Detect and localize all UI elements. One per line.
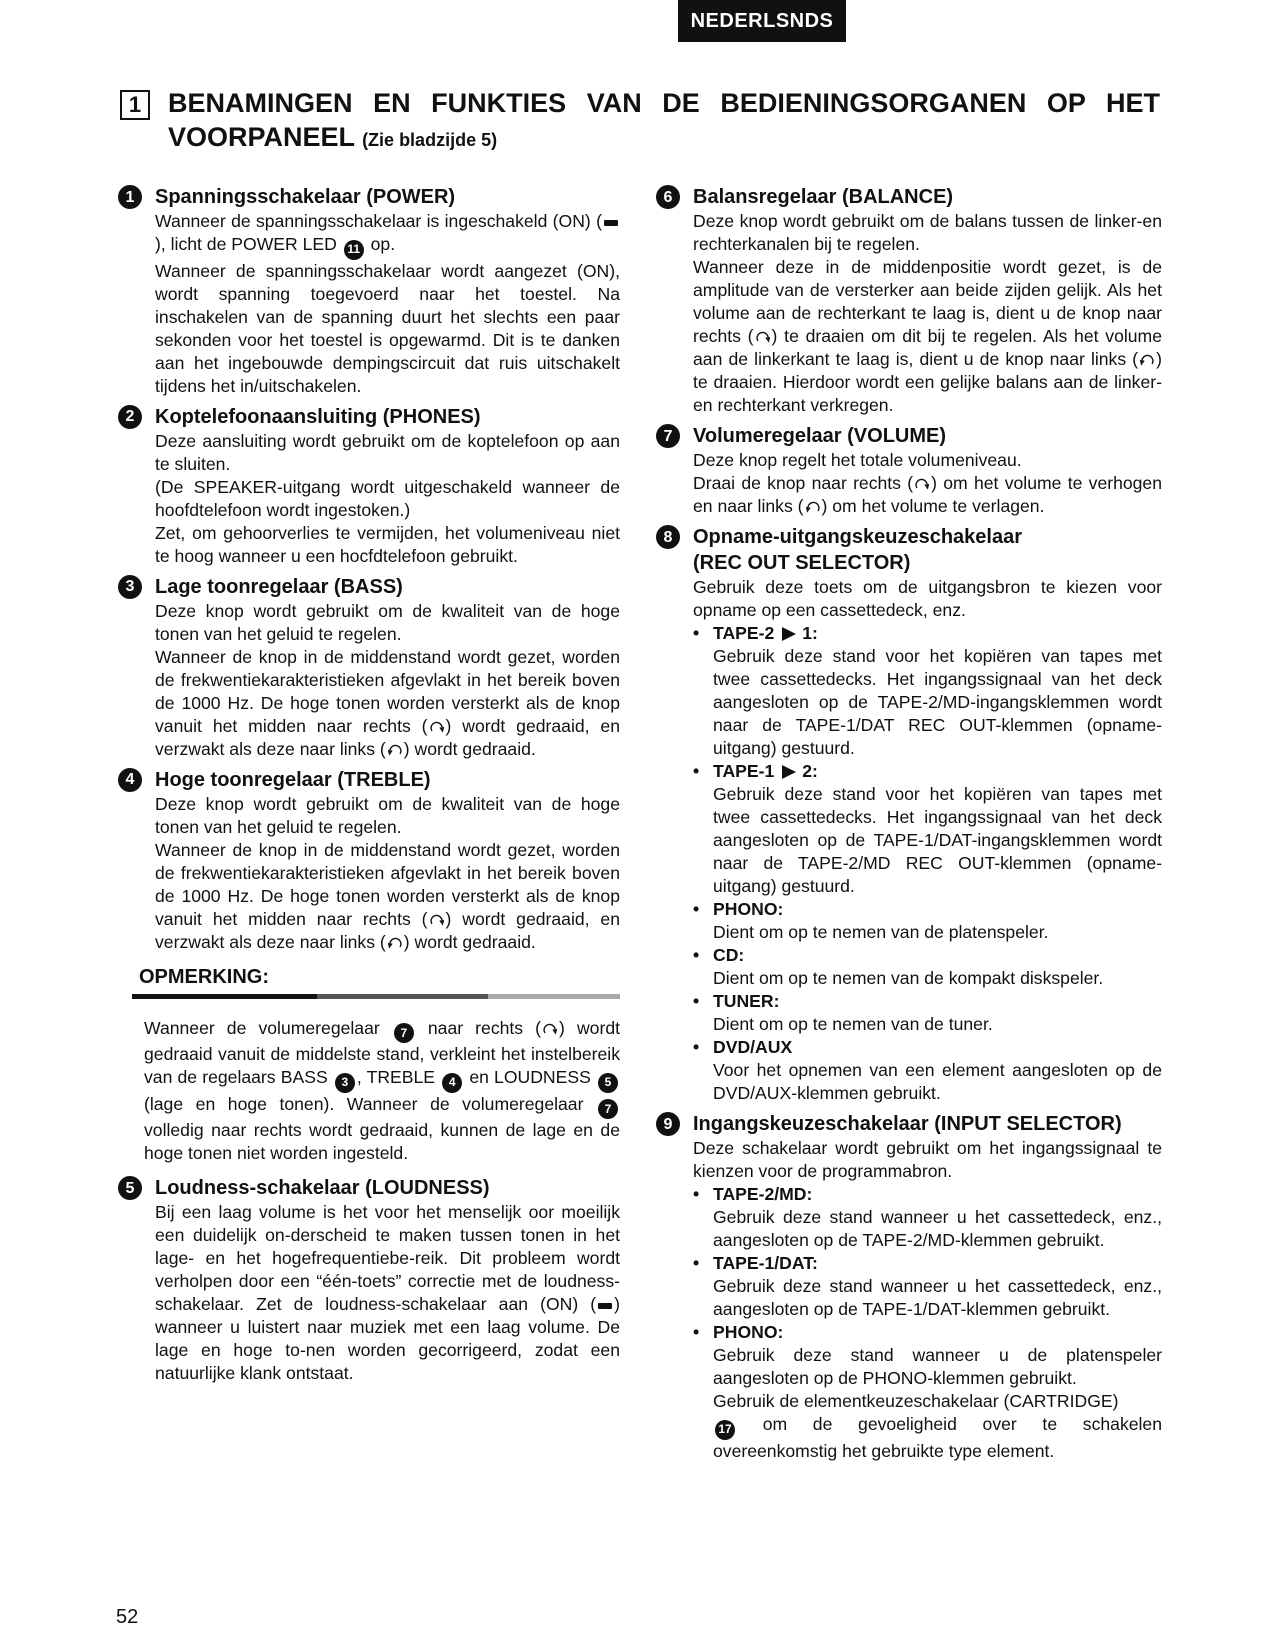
- item-title: Volumeregelaar (VOLUME): [693, 425, 947, 447]
- option-list: [693, 1183, 1162, 1463]
- knob-clockwise-icon: [543, 1023, 557, 1035]
- list-item: [713, 1252, 1162, 1321]
- text-fragment: TAPE-2: [713, 623, 775, 643]
- text-fragment: ) wordt gedraaid, en verzwakt als deze naar links (: [155, 715, 620, 759]
- text-fragment: Draai de knop naar rechts (: [693, 473, 914, 493]
- item-input-selector: [656, 1111, 1162, 1463]
- text-fragment: en LOUDNESS: [469, 1067, 591, 1087]
- note-divider: [132, 994, 620, 999]
- text-fragment: Wanneer de knop in de middenstand wordt gezet, worden de frekwentiekarakteristieken afgevlakt in het bereik boven de 1000 Hz. De hoge tonen worden versterkt als de knop vanuit het midden naar rechts (: [155, 839, 620, 929]
- item-text: Deze knop wordt gebruikt om de balans tussen de linker-en rechterkanalen bij te regelen.: [693, 211, 1162, 254]
- item-number-badge: 3: [118, 575, 142, 599]
- text-fragment: 1:: [802, 623, 818, 643]
- option-label: • TUNER:: [713, 991, 780, 1011]
- knob-counterclockwise-icon: [806, 501, 820, 513]
- list-item: [713, 990, 1162, 1036]
- reference-badge: 5: [598, 1073, 618, 1093]
- item-title: Spanningsschakelaar (POWER): [155, 186, 456, 208]
- option-text: Dient om op te nemen van de tuner.: [713, 1014, 993, 1034]
- section-heading: [120, 86, 1160, 157]
- option-label: • CD:: [713, 945, 745, 965]
- text-fragment: Wanneer de volumeregelaar: [144, 1017, 380, 1038]
- switch-on-icon: [598, 1303, 612, 1309]
- item-text: [155, 646, 620, 761]
- section-title-note: (Zie bladzijde 5): [362, 130, 498, 150]
- text-fragment: Wanneer deze in de middenpositie wordt gezet, is de amplitude van de versterker aan beide zijden gelijk. Als het volume aan de rechterkant te laag is, dient u de knop naar rechts (: [693, 257, 1162, 346]
- option-text: Gebruik deze stand wanneer u de platenspeler aangesloten op de PHONO-klemmen gebruikt.: [713, 1345, 1162, 1388]
- left-column: [118, 184, 620, 1391]
- language-tab: NEDERLSNDS: [678, 0, 846, 42]
- item-title: Koptelefoonaansluiting (PHONES): [155, 405, 481, 428]
- item-rec-out-selector: [656, 524, 1162, 1105]
- text-fragment: ) om het volume te verhogen en naar links (: [693, 473, 1163, 516]
- page-number: 52: [116, 1606, 139, 1628]
- option-text: Voor het opnemen van een element aangesloten op de DVD/AUX-klemmen gebruikt.: [713, 1060, 1162, 1103]
- item-title: [693, 524, 1162, 576]
- item-text: Zet, om gehoorverlies te vermijden, het volumeniveau niet te hoog wanneer u een hocfdtelefoon gebruikt.: [155, 522, 620, 566]
- text-fragment: om de gevoeligheid over te schakelen overeenkomstig het gebruikte type element.: [713, 1414, 1163, 1461]
- option-text: [713, 1413, 1162, 1463]
- text-fragment: ) wordt gedraaid.: [403, 738, 536, 759]
- knob-clockwise-icon: [756, 331, 770, 343]
- item-number-badge: 8: [656, 525, 680, 549]
- knob-clockwise-icon: [430, 914, 444, 926]
- section-number: 1: [120, 90, 150, 120]
- section-title: [168, 86, 1160, 157]
- list-item: [713, 944, 1162, 990]
- list-item: [713, 622, 1162, 760]
- text-fragment: ) wordt gedraaid, en verzwakt als deze naar links (: [155, 908, 620, 952]
- reference-badge: 4: [442, 1073, 462, 1093]
- option-text: Gebruik deze stand wanneer u het cassettedeck, enz., aangesloten op de TAPE-1/DAT-klemmen gebruikt.: [713, 1276, 1162, 1319]
- item-title: Balansregelaar (BALANCE): [693, 186, 954, 208]
- reference-badge: 11: [344, 240, 364, 260]
- item-phones: [118, 404, 620, 568]
- item-bass: [118, 574, 620, 761]
- item-text: [155, 1201, 620, 1385]
- text-fragment: TAPE-1: [713, 761, 775, 781]
- list-item: [713, 1183, 1162, 1252]
- item-title: Ingangskeuzeschakelaar (INPUT SELECTOR): [693, 1113, 1122, 1135]
- note-text: [132, 999, 620, 1166]
- text-fragment: ) om het volume te verlagen.: [821, 496, 1045, 516]
- list-item: [713, 1036, 1162, 1105]
- text-fragment: Wanneer de knop in de middenstand wordt gezet, worden de frekwentiekarakteristieken afgevlakt in het bereik boven de 1000 Hz. De hoge tonen worden versterkt als de knop vanuit het midden naar rechts (: [155, 646, 620, 736]
- item-number-badge: 7: [656, 424, 680, 448]
- option-text: Gebruik deze stand voor het kopiëren van tapes met twee cassettedecks. Het ingangssignaal van het deck aangesloten op de TAPE-1/DAT-ingangsklemmen wordt naar de TAPE-2/MD REC OUT-klemmen (opname-uitgang) gestuurd.: [713, 784, 1162, 896]
- text-fragment: ) wanneer u luistert naar muziek met een laag volume. De lage en hoge to-nen worden gecorrigeerd, zodat een natuurlijke klank ontstaat.: [155, 1294, 620, 1383]
- item-number-badge: 2: [118, 405, 142, 429]
- item-text: [693, 472, 1162, 518]
- text-fragment: Bij een laag volume is het voor het menselijk oor moeilijk een duidelijk on-derscheid te maken tussen tonen in het lage- en het hogefrequentiebe-reik. Dit probleem wordt verholpen door een “één-toets” correctie met de loudness-schakelaar. Zet de loudness-schakelaar aan (ON) (: [155, 1202, 620, 1314]
- note-title: OPMERKING:: [139, 965, 269, 988]
- reference-badge: 7: [394, 1023, 414, 1043]
- text-fragment: ) te draaien. Hierdoor wordt een gelijke balans aan de linker-en rechterkant verkregen.: [693, 349, 1162, 415]
- text-fragment: , TREBLE: [356, 1067, 436, 1087]
- option-label: • TAPE-2/MD:: [713, 1184, 813, 1204]
- note-bar-light: [488, 994, 620, 999]
- option-list: [693, 622, 1162, 1105]
- item-text: Deze schakelaar wordt gebruikt om het ingangssignaal te kienzen voor de programmabron.: [693, 1138, 1162, 1181]
- option-label: [713, 622, 1162, 645]
- item-text: Gebruik deze toets om de uitgangsbron te kiezen voor opname op een cassettedeck, enz.: [693, 577, 1162, 620]
- item-title: Loudness-schakelaar (LOUDNESS): [155, 1177, 490, 1199]
- text-fragment: op.: [370, 234, 396, 254]
- option-text: Gebruik deze stand wanneer u het cassettedeck, enz., aangesloten op de TAPE-2/MD-klemmen gebruikt.: [713, 1207, 1162, 1250]
- item-text: (De SPEAKER-uitgang wordt uitgeschakeld wanneer de hoofdtelefoon wordt ingestoken.): [155, 476, 620, 520]
- section-title-line2: VOORPANEEL: [168, 122, 355, 152]
- option-text: Gebruik deze stand voor het kopiëren van tapes met twee cassettedecks. Het ingangssignaal van het deck aangesloten op de TAPE-2/MD-ingangsklemmen wordt naar de TAPE-1/DAT REC OUT-klemmen (opname-uitgang) gestuurd.: [713, 646, 1162, 758]
- switch-on-icon: [604, 220, 618, 226]
- right-column: [656, 184, 1162, 1469]
- item-loudness: [118, 1175, 620, 1385]
- knob-counterclockwise-icon: [388, 937, 402, 949]
- option-label: • PHONO:: [713, 1322, 784, 1342]
- item-number-badge: 5: [118, 1176, 142, 1200]
- list-item: [713, 898, 1162, 944]
- item-power: [118, 184, 620, 398]
- item-volume: [656, 423, 1162, 518]
- text-fragment: ) te draaien om dit bij te regelen. Als het volume aan de linkerkant te laag is, dient u de knop naar links (: [693, 326, 1162, 369]
- item-text: [155, 210, 620, 260]
- item-text: Deze knop regelt het totale volumeniveau.: [693, 450, 1022, 470]
- list-item: [713, 1321, 1162, 1463]
- text-fragment: ) wordt gedraaid.: [403, 931, 536, 952]
- knob-counterclockwise-icon: [1140, 354, 1154, 366]
- text-fragment: ) wordt gedraaid vanuit de middelste stand, verkleint het instelbereik van de regelaars BASS: [144, 1017, 620, 1087]
- knob-clockwise-icon: [430, 721, 444, 733]
- item-title: Hoge toonregelaar (TREBLE): [155, 768, 431, 791]
- arrow-right-icon: [782, 765, 796, 779]
- item-text: Deze aansluiting wordt gebruikt om de koptelefoon op aan te sluiten.: [155, 430, 620, 474]
- item-number-badge: 4: [118, 768, 142, 792]
- item-text: Wanneer de spanningsschakelaar wordt aangezet (ON), wordt spanning toegevoerd naar het toestel. Na inschakelen van de spanning duurt het slechts een paar sekonden voor het toestel is opgewarmd. Dit is te danken aan het ingebouwde dempingscircuit dat ruis uitschakelt tijdens het in/uitschakelen.: [155, 260, 620, 396]
- option-text: Dient om op te nemen van de platenspeler.: [713, 922, 1049, 942]
- item-number-badge: 9: [656, 1112, 680, 1136]
- note-bar-mid: [317, 994, 488, 999]
- item-title-line1: Opname-uitgangskeuzeschakelaar: [693, 526, 1023, 548]
- item-number-badge: 1: [118, 185, 142, 209]
- item-treble: [118, 767, 620, 954]
- option-text: Dient om op te nemen van de kompakt diskspeler.: [713, 968, 1104, 988]
- note-box: [132, 964, 620, 1166]
- item-number-badge: 6: [656, 185, 680, 209]
- item-text: [155, 839, 620, 954]
- note-bar-dark: [132, 994, 317, 999]
- knob-counterclockwise-icon: [388, 744, 402, 756]
- item-title: Lage toonregelaar (BASS): [155, 575, 403, 598]
- text-fragment: ), licht de POWER LED: [155, 234, 337, 254]
- text-fragment: Wanneer de spanningsschakelaar is ingeschakeld (ON) (: [155, 211, 602, 231]
- text-fragment: volledig naar rechts wordt gedraaid, kunnen de lage en de hoge tonen niet worden ingesteld.: [144, 1120, 620, 1163]
- item-text: [693, 256, 1162, 417]
- text-fragment: naar rechts (: [427, 1017, 542, 1038]
- option-label: • DVD/AUX: [713, 1037, 793, 1057]
- option-label: [713, 760, 1162, 783]
- list-item: [713, 760, 1162, 898]
- item-text: Deze knop wordt gebruikt om de kwaliteit van de hoge tonen van het geluid te regelen.: [155, 793, 620, 837]
- option-label: • TAPE-1/DAT:: [713, 1253, 818, 1273]
- item-text: Deze knop wordt gebruikt om de kwaliteit van de hoge tonen van het geluid te regelen.: [155, 600, 620, 644]
- option-label: • PHONO:: [713, 899, 784, 919]
- option-text: Gebruik de elementkeuzeschakelaar (CARTRIDGE): [713, 1391, 1119, 1411]
- text-fragment: (lage en hoge tonen). Wanneer de volumeregelaar: [144, 1093, 584, 1114]
- reference-badge: 7: [598, 1099, 618, 1119]
- item-balance: [656, 184, 1162, 417]
- reference-badge: 17: [715, 1420, 735, 1440]
- knob-clockwise-icon: [915, 478, 929, 490]
- text-fragment: 2:: [802, 761, 818, 781]
- section-title-line1: BENAMINGEN EN FUNKTIES VAN DE BEDIENINGSORGANEN OP HET: [168, 88, 1160, 118]
- reference-badge: 3: [335, 1073, 355, 1093]
- item-title-line2: (REC OUT SELECTOR): [693, 552, 911, 574]
- arrow-right-icon: [782, 627, 796, 641]
